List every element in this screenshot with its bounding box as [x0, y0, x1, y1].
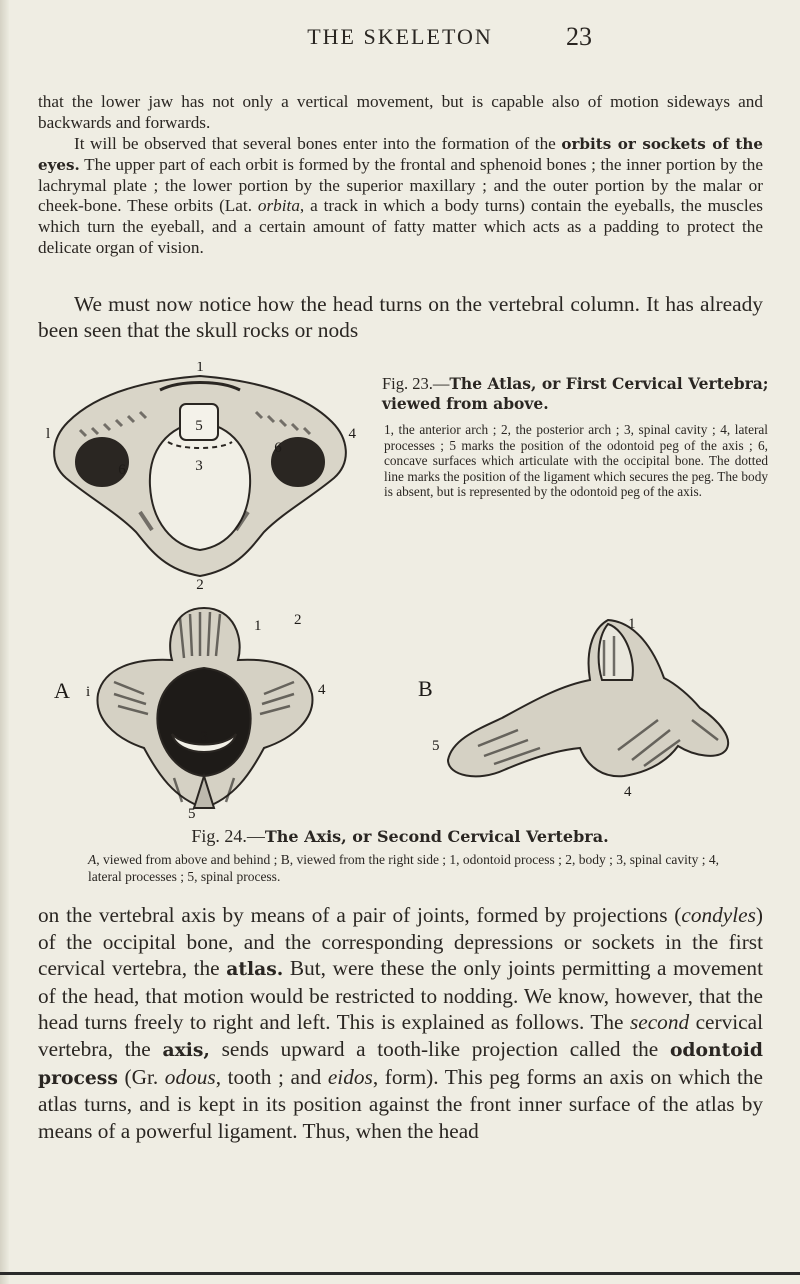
p3-text-a: on the vertebral axis by means of a pair of joints, formed by projections ( — [38, 903, 682, 927]
paragraph-head-turns — [38, 292, 763, 343]
axis-vertebra-view-a — [54, 598, 354, 818]
orbits-text-2: The upper part of each orbit is formed by the frontal and sphenoid bones ; the inner portion by the lachrymal plate ; the lower portion by the superior maxillary ; and the outer portion by the malar or cheek-bone. These orbits (Lat. — [38, 154, 763, 216]
running-head — [0, 18, 800, 54]
condyles-term: condyles — [681, 903, 756, 927]
atlas-label-5: 5 — [195, 418, 203, 434]
fig23-caption: 1, the anterior arch ; 2, the posterior arch ; 3, spinal cavity ; 4, lateral processes ; 5 marks the position of the odontoid peg of the axis ; 6, concave surfaces which articulate with the occipital bone. The dotted line marks the position of the ligament which secures the peg. The body is absent, but is represented by the odontoid peg of the axis. — [384, 422, 768, 500]
p3-text-b: ) of the occipital bone, and the corresponding depressions or sockets in the first cervical vertebra, the — [38, 903, 763, 981]
odontoid-process-term: odontoid process — [38, 1038, 764, 1089]
orbita-term: orbita — [257, 196, 300, 216]
atlas-label-l: l — [46, 426, 51, 442]
paragraph-orbits — [38, 134, 763, 259]
fig24-caption — [88, 851, 748, 885]
paragraph-jaw — [38, 92, 763, 134]
axis-a-label-5: 5 — [188, 806, 196, 818]
fig24-caption-a: , viewed from above and behind ; — [96, 852, 281, 867]
axis-a-label-i: i — [86, 684, 91, 700]
axis-a-label-4: 4 — [318, 682, 326, 698]
axis-a-label-1: 1 — [254, 618, 262, 634]
axis-b-label-5: 5 — [432, 738, 440, 754]
axis-b-label-4: 4 — [624, 784, 632, 800]
p3-text-h: , form). This peg forms an axis on which the atlas turns, and is kept in its position against the front inner surface of the atlas by means of a powerful ligament. Thus, when the head — [38, 1064, 763, 1143]
atlas-label-1: 1 — [196, 362, 204, 375]
atlas-vertebra-figure — [40, 362, 360, 590]
view-b-letter: B — [418, 676, 433, 701]
orbits-text-1: It will be observed that several bones enter into the formation of the — [74, 134, 562, 153]
fig24-number: Fig. 24.— — [191, 826, 265, 846]
p3-text-e: sends upward a tooth-like projection called the — [209, 1036, 670, 1061]
axis-term: axis, — [162, 1038, 210, 1061]
fig24-caption-b-letter: B — [280, 852, 290, 867]
fig24-caption-b: , viewed from the right side ; 1, odontoid process ; 2, body ; 3, spinal cavity ; 4, lateral processes ; 5, spinal process. — [88, 852, 720, 884]
atlas-term: atlas. — [226, 958, 284, 981]
paragraph-atlas-axis — [38, 902, 763, 1144]
book-spine-shadow — [0, 0, 9, 1284]
page-number: 23 — [566, 22, 592, 51]
paragraph-jaw-text: that the lower jaw has not only a vertical movement, but is capable also of motion sideways and backwards and forwards. — [38, 92, 763, 132]
p3-text-c: But, were these the only joints permitting a movement of the head, that motion would be restricted to nodding. We know, however, that the head turns freely to right and left. This is explained as follows. The — [38, 956, 763, 1035]
atlas-label-4: 4 — [348, 426, 356, 442]
axis-b-label-1: 1 — [628, 616, 636, 632]
orbits-term: orbits or sockets of the eyes. — [38, 135, 763, 174]
second-term: second — [629, 1010, 690, 1035]
running-head-title: THE SKELETON — [307, 24, 493, 49]
fig23-title — [382, 374, 772, 414]
atlas-label-3: 3 — [195, 458, 203, 474]
eidos-term: eidos — [327, 1064, 373, 1089]
p3-text-g: , tooth ; and — [215, 1064, 328, 1089]
fig24-title-bold: The Axis, or Second Cervical Vertebra. — [264, 827, 609, 846]
axis-a-label-3: 3 — [200, 729, 208, 745]
axis-vertebra-view-b — [418, 600, 758, 800]
fig24-title — [60, 826, 740, 847]
atlas-label-6-right: 6 — [274, 440, 282, 456]
p3-text-d: cervical vertebra, the — [38, 1010, 763, 1061]
axis-a-label-2: 2 — [294, 612, 302, 628]
fig23-number: Fig. 23.— — [382, 374, 450, 393]
fig24-caption-a-letter: A — [88, 852, 97, 867]
view-a-letter: A — [54, 678, 70, 703]
bottom-rule — [0, 1272, 800, 1275]
atlas-label-6-left: 6 — [118, 462, 126, 478]
atlas-label-2: 2 — [196, 577, 204, 590]
odous-term: odous — [164, 1064, 216, 1089]
orbits-text-3: , a track in which a body turns) contain the eyeballs, the muscles which turn the eyeball, and a certain amount of fatty matter which acts as a padding to protect the delicate organ of vision. — [38, 196, 763, 257]
fig23-title-bold: The Atlas, or First Cervical Vertebra; viewed from above. — [382, 374, 769, 413]
p3-text-f: (Gr. — [117, 1064, 165, 1089]
paragraph-head-turns-text: We must now notice how the head turns on the vertebral column. It has already been seen that the skull rocks or nods — [38, 292, 763, 342]
